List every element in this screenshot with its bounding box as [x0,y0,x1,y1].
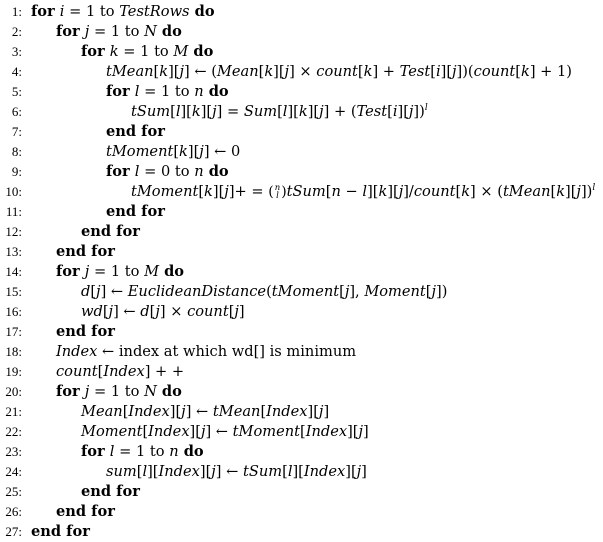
code-text: [ [122,403,129,420]
identifier: j [358,423,364,440]
code-text: [ [430,63,436,80]
keyword: for [106,83,135,100]
code-text: [ [90,283,97,300]
code-text: [ [325,183,332,200]
identifier: Index [158,463,200,480]
keyword: for [56,23,85,40]
identifier: M [173,43,189,60]
algorithm-line [0,422,603,442]
algorithm-line [0,302,603,322]
code-text: ]) [413,103,425,120]
identifier: count [56,363,98,380]
code-text: ] ← [113,303,141,320]
code-text: − [340,183,363,200]
identifier: k [461,183,471,200]
keyword: end for [81,483,140,500]
line-number: 23: [5,444,22,459]
identifier: Test [356,103,388,120]
identifier: j [234,303,239,320]
line-code [31,2,215,22]
identifier: tSum [286,183,326,200]
identifier: j [284,63,290,80]
identifier: tMoment [271,283,340,300]
line-code [81,222,140,242]
code-text: ][ [199,463,212,480]
line-code [81,302,245,322]
keyword: do [159,263,185,280]
line-number: 8: [11,144,22,159]
code-text: ]/ [403,183,414,200]
algorithm-line [0,162,603,182]
code-text: ][ [347,423,359,440]
keyword: do [203,163,229,180]
code-text: ][ [287,103,299,120]
identifier: k [264,63,274,80]
identifier: Moment [364,283,426,300]
line-code [106,62,572,82]
identifier: Index [148,423,190,440]
algorithm-line [0,362,603,382]
line-number: 3: [11,44,22,59]
code-text: [ [153,63,160,80]
keyword: for [31,3,60,20]
code-text: ][ [187,143,200,160]
identifier: j [356,463,362,480]
line-number: 14: [5,264,22,279]
keyword: end for [106,203,165,220]
keyword: do [189,3,215,20]
code-text: = 1 to [114,443,170,460]
line-number: 16: [5,304,22,319]
line-code [56,362,184,382]
code-text: [ [142,423,149,440]
line-number: 19: [5,364,22,379]
line-number: 18: [5,344,22,359]
identifier: j [408,103,414,120]
line-code [131,102,428,122]
code-text: ][ [292,463,304,480]
code-text: ] = [216,103,244,120]
algorithm-line [0,2,603,22]
identifier: l [134,163,140,180]
code-text: [ [550,183,557,200]
keyword: for [81,43,110,60]
identifier: j [155,303,160,320]
algorithm-line [0,202,603,222]
algorithm-line [0,222,603,242]
code-text: ][ [565,183,577,200]
line-code [106,122,165,142]
identifier: N [144,383,157,400]
identifier: count [187,303,229,320]
identifier: Index [103,363,145,380]
code-text: ( [266,283,272,300]
identifier: l [287,463,293,480]
identifier: k [159,63,169,80]
line-code [106,82,229,102]
identifier: Test [399,63,431,80]
code-text: ] × ( [470,183,503,200]
code-text: ] + + [144,363,185,380]
identifier: j [84,383,90,400]
code-text: ][ [307,103,320,120]
code-text: [ [260,403,267,420]
algorithm-listing [0,2,603,542]
code-text: [ [228,303,235,320]
identifier: j [84,23,90,40]
identifier: d [81,283,91,300]
identifier: wd [81,303,103,320]
code-text: [ [357,63,364,80]
algorithm-line [0,242,603,262]
keyword: do [203,83,229,100]
code-text: ] ← ( [184,63,217,80]
identifier: Index [128,403,170,420]
line-number: 21: [5,404,22,419]
algorithm-line [0,322,603,342]
line-code [81,402,329,422]
algorithm-line [0,262,603,282]
code-text: ] [323,403,330,420]
algorithm-line [0,182,603,202]
algorithm-line [0,282,603,302]
code-text: ][ [189,423,201,440]
line-number: 27: [5,524,22,539]
code-text: = 1 to [139,83,195,100]
identifier: tMean [106,63,154,80]
code-text: ] [361,463,367,480]
keyword: end for [56,503,115,520]
identifier: n [194,83,204,100]
line-number: 6: [11,104,22,119]
identifier: k [363,63,373,80]
code-text: ] + ( [323,103,357,120]
code-text: [ [102,303,109,320]
code-text: ] ← [205,423,233,440]
algorithm-line [0,142,603,162]
identifier: l [282,103,288,120]
algorithm-line [0,342,603,362]
line-number: 15: [5,284,22,299]
identifier: k [298,103,308,120]
line-number: 22: [5,424,22,439]
line-number: 10: [5,184,22,199]
identifier: k [204,183,213,200]
keyword: end for [56,323,115,340]
line-code [56,22,182,42]
code-text: = 1 to [89,263,145,280]
algorithm-line [0,122,603,142]
identifier: tMean [212,403,261,420]
identifier: l [142,463,148,480]
identifier: j [199,143,204,160]
identifier: i [59,3,65,20]
algorithm-line [0,62,603,82]
identifier: Index [305,423,348,440]
identifier: l [134,83,140,100]
code-text: [ [258,63,265,80]
identifier: k [109,43,119,60]
identifier: j [318,403,324,420]
code-text: [ [277,103,283,120]
keyword: for [56,383,85,400]
identifier: j [108,303,114,320]
line-number: 13: [5,244,22,259]
code-text: = 0 to [139,163,195,180]
line-number: 11: [5,204,22,219]
identifier: j [211,463,216,480]
algorithm-line [0,102,603,122]
keyword: do [188,43,214,60]
line-code [106,462,367,482]
line-number: 1: [11,4,22,19]
code-text: [ [149,303,156,320]
identifier: n [331,183,341,200]
algorithm-line [0,502,603,522]
identifier: j [181,403,186,420]
identifier: j [224,183,229,200]
algorithm-line [0,442,603,462]
keyword: for [106,163,135,180]
code-text: ][ [440,63,453,80]
line-code [56,322,115,342]
identifier: Moment [81,423,143,440]
identifier: TestRows [119,3,190,20]
identifier: i [435,63,441,80]
identifier: EuclideanDistance [127,283,267,300]
line-code [106,202,165,222]
code-text: ][ [397,103,409,120]
line-code [56,262,184,282]
identifier: Mean [81,403,123,420]
keyword: end for [56,243,115,260]
algorithm-line [0,462,603,482]
identifier: j [452,63,457,80]
keyword: do [156,23,182,40]
code-text: [ [455,183,462,200]
identifier: count [413,183,456,200]
keyword: for [56,263,85,280]
line-code [81,482,140,502]
code-text: = 1 to [118,43,174,60]
line-code [106,142,240,162]
code-text: [ [170,103,176,120]
code-text: ] + [372,63,400,80]
identifier: M [144,263,160,280]
code-text: ] ← [215,463,243,480]
code-text: ][ [180,103,192,120]
line-number: 7: [11,124,22,139]
line-number: 4: [11,64,22,79]
code-text: [ [515,63,521,80]
identifier: count [473,63,516,80]
line-code [81,422,369,442]
code-text: = 1 to [89,23,145,40]
code-text: ][ [273,63,285,80]
code-text: ] [238,303,245,320]
identifier: d [140,303,150,320]
algorithm-line [0,402,603,422]
identifier: n [169,443,179,460]
code-text: ] + 1) [529,63,572,80]
code-text: [ [282,463,288,480]
code-text: ] ← 0 [203,143,241,160]
identifier: Mean [216,63,259,80]
identifier: j [200,423,206,440]
identifier: tMoment [232,423,301,440]
identifier: j [212,103,217,120]
code-text: [ [339,283,345,300]
code-text: ]+ = [228,183,269,200]
line-code [56,502,115,522]
identifier: j [84,263,90,280]
identifier: tSum [243,463,283,480]
keyword: do [156,383,182,400]
code-text: ][ [168,63,180,80]
identifier: i [392,103,398,120]
identifier: j [398,183,404,200]
code-text: = 1 to [89,383,145,400]
code-text: = 1 to [64,3,120,20]
code-text: ← index at which wd[] is minimum [97,343,357,360]
identifier: Index [266,403,308,420]
identifier: j [319,103,324,120]
identifier: k [556,183,566,200]
code-text: [ [97,363,104,380]
algorithm-line [0,382,603,402]
identifier: j [96,283,101,300]
keyword: end for [81,223,140,240]
binomial-coefficient: ( n l ) [268,183,287,201]
code-text: ], [349,283,365,300]
keyword: end for [106,123,165,140]
code-text: [ [300,423,306,440]
code-text: ]) [436,283,448,300]
identifier: Index [303,463,346,480]
identifier: count [316,63,358,80]
code-text: ]) [580,183,593,200]
identifier: k [520,63,530,80]
code-text: ] ← [100,283,128,300]
line-number: 17: [5,324,22,339]
identifier: tMean [502,183,551,200]
identifier: l [362,183,368,200]
code-text: [ [173,143,180,160]
line-number: 5: [11,84,22,99]
code-text: ] × [289,63,317,80]
line-number: 2: [11,24,22,39]
line-code [81,442,204,462]
identifier: l [109,443,115,460]
algorithm-line [0,482,603,502]
exponent: l [424,103,428,113]
code-text: ][ [367,183,379,200]
line-code [56,342,356,362]
identifier: l [175,103,181,120]
line-number: 12: [5,224,22,239]
line-number: 24: [5,464,22,479]
code-text: ][ [387,183,399,200]
identifier: Index [56,343,98,360]
line-code [81,42,213,62]
identifier: k [191,103,201,120]
exponent: l [592,183,596,193]
identifier: n [194,163,204,180]
identifier: tSum [131,103,171,120]
code-text: ] ← [185,403,213,420]
identifier: sum [106,463,137,480]
identifier: j [431,283,437,300]
identifier: k [179,143,188,160]
code-text: ][ [212,183,225,200]
line-number: 20: [5,384,22,399]
identifier: j [344,283,350,300]
algorithm-line [0,82,603,102]
identifier: Sum [243,103,278,120]
identifier: j [179,63,185,80]
identifier: N [144,23,157,40]
identifier: k [378,183,388,200]
identifier: j [576,183,581,200]
code-text: ] [363,423,369,440]
line-number: 9: [11,164,22,179]
line-code [56,382,182,402]
line-number: 25: [5,484,22,499]
code-text: [ [425,283,432,300]
code-text: ][ [307,403,319,420]
algorithm-line [0,522,603,542]
code-text: ] × [159,303,188,320]
algorithm-line [0,22,603,42]
identifier: tMoment [131,183,199,200]
code-text: [ [136,463,143,480]
line-code [31,522,90,542]
code-text: ][ [147,463,159,480]
code-text: ])( [456,63,474,80]
algorithm-line [0,42,603,62]
keyword: end for [31,523,90,540]
code-text: ][ [200,103,213,120]
code-text: [ [387,103,393,120]
line-code [81,282,447,302]
keyword: for [81,443,110,460]
identifier: tMoment [106,143,174,160]
keyword: do [178,443,204,460]
code-text: [ [198,183,205,200]
code-text: ][ [345,463,357,480]
line-number: 26: [5,504,22,519]
line-code [131,182,595,202]
line-code [106,162,229,182]
line-code [56,242,115,262]
code-text: ][ [169,403,182,420]
